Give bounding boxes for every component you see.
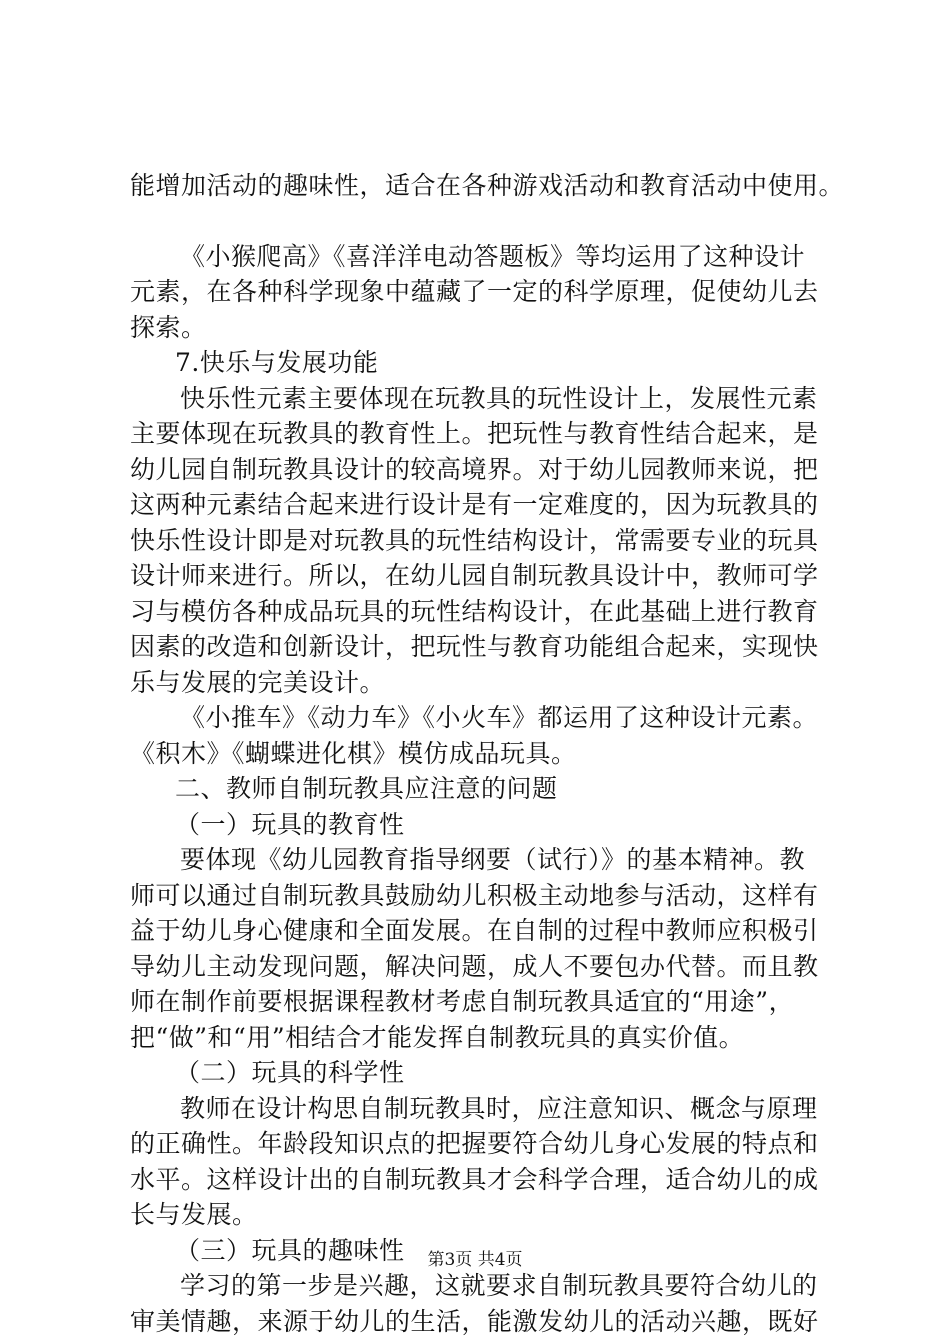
paragraph-line: 导幼儿主动发现问题，解决问题，成人不要包办代替。而且教: [130, 951, 819, 981]
subsection-heading: （一）玩具的教育性: [175, 809, 405, 839]
paragraph-line: 这两种元素结合起来进行设计是有一定难度的，因为玩教具的: [130, 490, 819, 519]
paragraph-line: 《小推车》《动力车》《小火车》都运用了这种设计元素。: [180, 703, 819, 732]
section-heading: 二、教师自制玩教具应注意的问题: [175, 774, 558, 803]
paragraph-line: 《积木》《蝴蝶进化棋》模仿成品玩具。: [130, 738, 577, 768]
paragraph-line: 师在制作前要根据课程教材考虑自制玩教具适宜的“用途”，: [130, 987, 795, 1016]
paragraph-line: 能增加活动的趣味性，适合在各种游戏活动和教育活动中使用。: [130, 171, 845, 200]
paragraph-line: 师可以通过自制玩教具鼓励幼儿积极主动地参与活动，这样有: [130, 880, 819, 910]
subsection-heading: （二）玩具的科学性: [175, 1058, 405, 1087]
paragraph-line: 教师在设计构思自制玩教具时，应注意知识、概念与原理: [180, 1093, 818, 1123]
paragraph-line: 乐与发展的完美设计。: [130, 667, 386, 697]
section-heading: 7.快乐与发展功能: [175, 348, 379, 377]
paragraph-line: 幼儿园自制玩教具设计的较高境界。对于幼儿园教师来说，把: [130, 454, 819, 484]
paragraph-line: 设计师来进行。所以，在幼儿园自制玩教具设计中，教师可学: [130, 561, 819, 590]
paragraph-gap: [130, 204, 850, 239]
paragraph-line: 审美情趣，来源于幼儿的生活，能激发幼儿的活动兴趣，既好: [130, 1306, 819, 1336]
paragraph-line: 的正确性。年龄段知识点的把握要符合幼儿身心发展的特点和: [130, 1129, 819, 1158]
paragraph-line: 探索。: [130, 312, 207, 342]
paragraph-line: 把“做”和“用”相结合才能发挥自制教玩具的真实价值。: [130, 1022, 745, 1052]
paragraph-line: 益于幼儿身心健康和全面发展。在自制的过程中教师应积极引: [130, 916, 819, 945]
paragraph-line: 习与模仿各种成品玩具的玩性结构设计，在此基础上进行教育: [130, 596, 819, 626]
paragraph-line: 长与发展。: [130, 1200, 258, 1229]
paragraph-line: 主要体现在玩教具的教育性上。把玩性与教育性结合起来，是: [130, 419, 819, 448]
paragraph-line: 《小猴爬高》《喜洋洋电动答题板》等均运用了这种设计: [180, 241, 806, 271]
subsection-heading: （三）玩具的趣味性: [175, 1235, 405, 1265]
paragraph-line: 快乐性设计即是对玩教具的玩性结构设计，常需要专业的玩具: [130, 525, 819, 555]
paragraph-line: 因素的改造和创新设计，把玩性与教育功能组合起来，实现快: [130, 632, 819, 661]
paragraph-line: 元素，在各种科学现象中蕴藏了一定的科学原理，促使幼儿去: [130, 277, 819, 306]
paragraph-line: 要体现《幼儿园教育指导纲要（试行）》的基本精神。教: [180, 845, 806, 874]
page-footer: 第3页 共4页: [427, 1250, 523, 1270]
paragraph-line: 水平。这样设计出的自制玩教具才会科学合理，适合幼儿的成: [130, 1164, 819, 1194]
paragraph-line: 快乐性元素主要体现在玩教具的玩性设计上，发展性元素: [180, 383, 818, 413]
paragraph-line: 学习的第一步是兴趣，这就要求自制玩教具要符合幼儿的: [180, 1271, 818, 1300]
document-body: [130, 168, 850, 1339]
